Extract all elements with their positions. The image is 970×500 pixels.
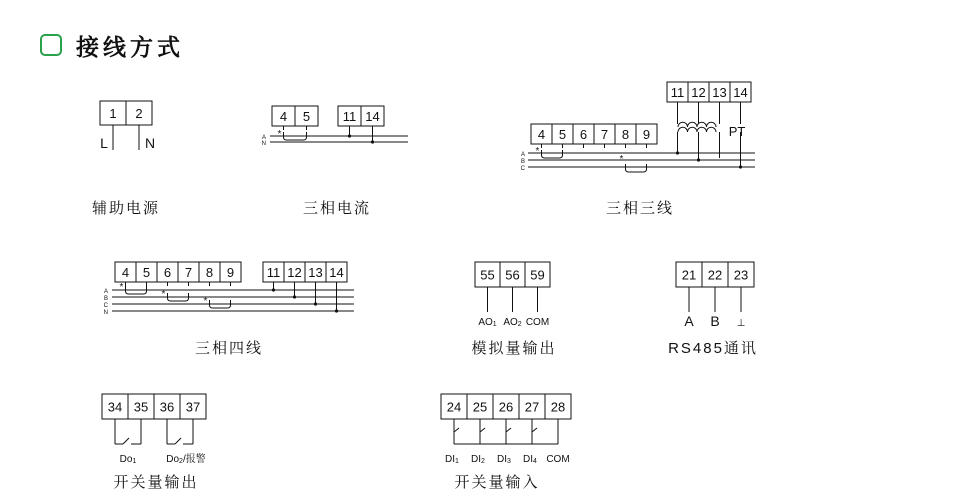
terminal-number: 1	[109, 106, 117, 121]
line-label: B	[103, 296, 108, 302]
terminal-number: 12	[691, 85, 706, 100]
terminal-number: 9	[226, 265, 235, 280]
ct-loop	[542, 150, 563, 158]
diagram-switch-output	[102, 394, 206, 491]
terminal-label: AO2	[503, 317, 522, 328]
terminal-number: 11	[670, 85, 685, 100]
terminal-number: 4	[279, 109, 288, 124]
terminal-number: 11	[342, 109, 357, 124]
caption: 开关量输入	[454, 474, 540, 491]
terminal-label: Do1	[119, 454, 137, 465]
terminal-number: 27	[524, 399, 540, 415]
terminal-number: 25	[472, 399, 488, 415]
terminal-label: DI3	[497, 454, 511, 465]
terminal-number: 9	[642, 127, 651, 142]
junction-dot	[293, 295, 296, 298]
terminal-label: AO1	[478, 317, 497, 328]
terminal-number: 5	[142, 265, 151, 280]
terminal-label: DI1	[445, 454, 459, 465]
terminal-number: 36	[159, 399, 175, 415]
terminal-label: DI4	[523, 454, 537, 465]
terminal-number: 59	[530, 267, 545, 283]
coil	[678, 122, 716, 127]
terminal-number: 4	[121, 265, 130, 280]
wire	[123, 438, 129, 444]
terminal-number: 2	[135, 106, 143, 121]
terminal-number: 6	[579, 127, 588, 142]
junction-dot	[335, 309, 338, 312]
terminal-number: 34	[107, 399, 123, 415]
diagram-rs485	[668, 262, 758, 357]
junction-dot	[739, 165, 742, 168]
wire	[175, 438, 181, 444]
coil	[678, 127, 716, 132]
terminal-number: 55	[480, 267, 495, 283]
junction-dot	[272, 288, 275, 291]
caption: 三相电流	[302, 200, 372, 217]
polarity-star: *	[277, 129, 282, 140]
pt-label: PT	[728, 124, 746, 139]
terminal-number: 14	[733, 85, 748, 100]
terminal-number: 7	[600, 127, 609, 142]
wire	[506, 428, 511, 432]
terminal-number: 22	[707, 267, 723, 283]
terminal-number: 11	[266, 265, 281, 280]
terminal-number: 8	[205, 265, 214, 280]
caption: 开关量输出	[113, 474, 199, 491]
diagram-three-phase-three-wire	[521, 82, 755, 217]
polarity-star: *	[203, 296, 208, 307]
line-label: L	[100, 135, 108, 151]
polarity-star: *	[161, 289, 166, 300]
terminal-number: 56	[505, 267, 520, 283]
wire	[480, 428, 485, 432]
terminal-number: 23	[733, 267, 749, 283]
section-title: 接线方式	[76, 34, 184, 61]
terminal-label: A	[684, 313, 694, 329]
line-label: A	[261, 135, 266, 141]
caption: 模拟量输出	[471, 340, 557, 357]
junction-dot	[371, 140, 374, 143]
terminal-number: 8	[621, 127, 630, 142]
terminal-label: Do2/报警	[166, 454, 206, 465]
caption: 辅助电源	[91, 200, 161, 217]
caption: RS485通讯	[668, 340, 758, 357]
terminal-number: 35	[133, 399, 149, 415]
terminal-number: 5	[302, 109, 311, 124]
junction-dot	[348, 134, 351, 137]
neutral-label: N	[144, 135, 156, 151]
terminal-number: 14	[329, 265, 344, 280]
terminal-number: 28	[550, 399, 566, 415]
ground-icon: ⊥	[736, 318, 746, 329]
line-label: B	[520, 159, 525, 165]
diagram-aux-power	[92, 101, 160, 217]
line-label: N	[261, 141, 266, 147]
terminal-number: 6	[163, 265, 172, 280]
diagram-switch-input	[441, 394, 571, 491]
line-label: N	[103, 310, 108, 316]
junction-dot	[314, 302, 317, 305]
polarity-star: *	[535, 146, 540, 157]
polarity-star: *	[619, 154, 624, 165]
terminal-number: 21	[681, 267, 697, 283]
terminal-number: 12	[287, 265, 302, 280]
terminal-number: 7	[184, 265, 193, 280]
terminal-number: 4	[537, 127, 546, 142]
terminal-number: 13	[308, 265, 323, 280]
junction-dot	[676, 151, 679, 154]
terminal-number: 14	[365, 109, 380, 124]
wire	[532, 428, 537, 432]
terminal-label: COM	[525, 317, 550, 328]
caption: 三相三线	[605, 200, 675, 217]
terminal-number: 5	[558, 127, 567, 142]
wire	[454, 428, 459, 432]
line-label: A	[520, 152, 525, 158]
terminal-number: 26	[498, 399, 514, 415]
terminal-number: 37	[185, 399, 201, 415]
terminal-number: 24	[446, 399, 462, 415]
diagram-analog-output	[471, 262, 556, 357]
terminal-number: 13	[712, 85, 727, 100]
line-label: A	[103, 289, 108, 295]
diagram-three-phase-current	[262, 106, 408, 217]
terminal-label: DI2	[471, 454, 485, 465]
ct-loop	[626, 164, 647, 172]
terminal-label: B	[710, 313, 720, 329]
polarity-star: *	[119, 282, 124, 293]
junction-dot	[697, 158, 700, 161]
diagram-three-phase-four-wire	[104, 262, 354, 357]
line-label: C	[103, 303, 108, 309]
terminal-label: COM	[546, 454, 570, 465]
line-label: C	[520, 166, 525, 172]
caption: 三相四线	[194, 340, 264, 357]
